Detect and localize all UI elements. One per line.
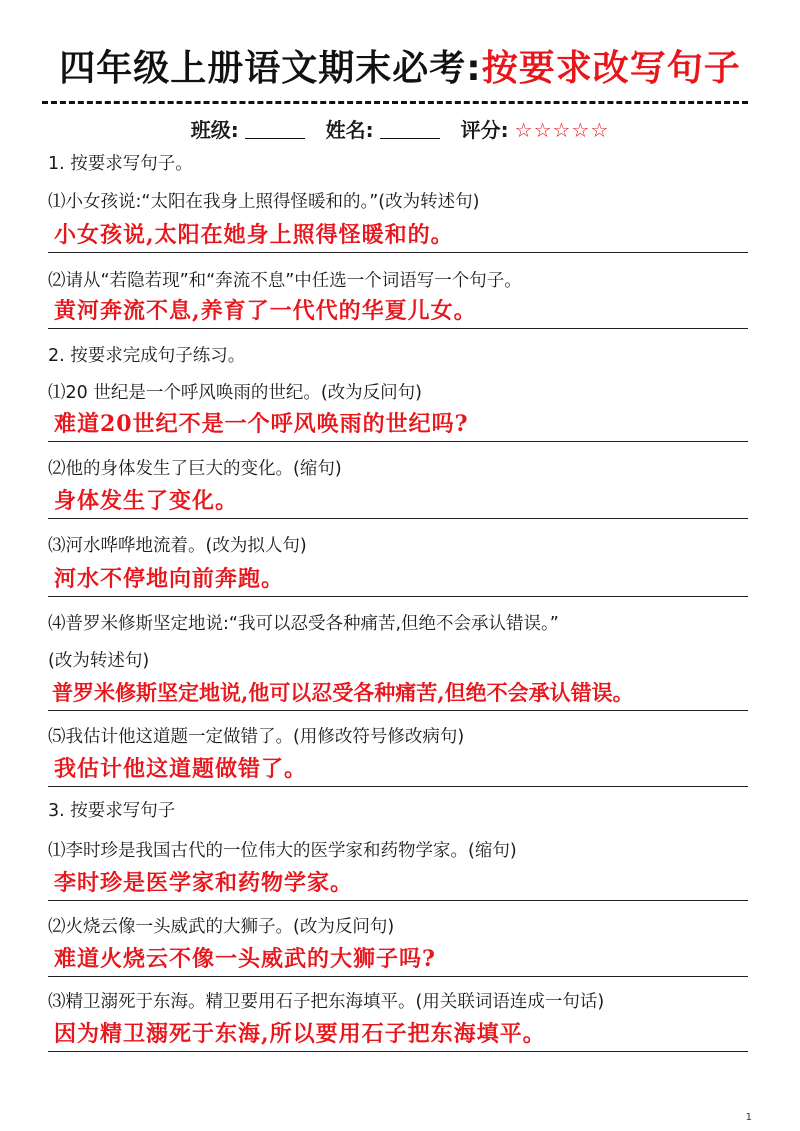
question-2-3: ⑶河水哗哗地流着。(改为拟人句) — [48, 536, 307, 556]
class-blank[interactable] — [245, 118, 305, 139]
question-2-5: ⑸我估计他这道题一定做错了。(用修改符号修改病句) — [48, 727, 465, 747]
answer-2-1-text: 难道20世纪不是一个呼风唤雨的世纪吗? — [54, 411, 469, 437]
answer-3-3 — [48, 1017, 748, 1052]
question-2-4-instruction: (改为转述句) — [48, 651, 150, 671]
class-label: 班级: — [190, 118, 239, 142]
answer-2-2 — [48, 484, 748, 519]
page-number: 1 — [745, 1112, 752, 1123]
answer-3-3-text: 因为精卫溺死于东海,所以要用石子把东海填平。 — [54, 1021, 546, 1047]
question-2-4: ⑷普罗米修斯坚定地说:“我可以忍受各种痛苦,但绝不会承认错误。” — [48, 614, 559, 634]
answer-2-5-text: 我估计他这道题做错了。 — [54, 756, 308, 782]
answer-2-5 — [48, 752, 748, 787]
question-3-3: ⑶精卫溺死于东海。精卫要用石子把东海填平。(用关联词语连成一句话) — [48, 992, 605, 1012]
score-stars: ☆☆☆☆☆ — [514, 118, 610, 142]
answer-3-1-text: 李时珍是医学家和药物学家。 — [54, 870, 354, 896]
answer-2-3 — [48, 562, 748, 597]
title-divider — [42, 101, 748, 104]
section-2-heading: 2. 按要求完成句子练习。 — [48, 346, 246, 366]
answer-2-2-text: 身体发生了变化。 — [54, 488, 239, 514]
title-highlight: 按要求改写句子 — [481, 48, 741, 89]
answer-3-1 — [48, 866, 748, 901]
question-1-2: ⑵请从“若隐若现”和“奔流不息”中任选一个词语写一个句子。 — [48, 271, 522, 291]
section-3-heading: 3. 按要求写句子 — [48, 801, 176, 821]
answer-2-4-text: 普罗米修斯坚定地说,他可以忍受各种痛苦,但绝不会承认错误。 — [52, 680, 634, 705]
answer-1-1-text: 小女孩说,太阳在她身上照得怪暖和的。 — [54, 222, 454, 248]
question-2-2: ⑵他的身体发生了巨大的变化。(缩句) — [48, 459, 342, 479]
answer-2-1 — [48, 407, 748, 442]
page-title — [0, 46, 800, 92]
answer-1-2 — [48, 294, 748, 329]
answer-1-2-text: 黄河奔流不息,养育了一代代的华夏儿女。 — [54, 298, 477, 324]
question-2-1: ⑴20 世纪是一个呼风唤雨的世纪。(改为反问句) — [48, 383, 422, 403]
student-info-row — [0, 116, 800, 144]
section-1-heading: 1. 按要求写句子。 — [48, 154, 193, 174]
question-3-2: ⑵火烧云像一头威武的大狮子。(改为反问句) — [48, 917, 395, 937]
answer-2-4 — [48, 676, 748, 711]
answer-3-2 — [48, 942, 748, 977]
title-main: 四年级上册语文期末必考: — [59, 48, 482, 89]
name-blank[interactable] — [380, 118, 440, 139]
name-label: 姓名: — [325, 118, 374, 142]
answer-3-2-text: 难道火烧云不像一头威武的大狮子吗? — [54, 946, 436, 972]
question-3-1: ⑴李时珍是我国古代的一位伟大的医学家和药物学家。(缩句) — [48, 841, 517, 861]
question-1-1: ⑴小女孩说:“太阳在我身上照得怪暖和的。”(改为转述句) — [48, 192, 480, 212]
answer-2-3-text: 河水不停地向前奔跑。 — [54, 566, 285, 592]
score-label: 评分: — [460, 118, 509, 142]
answer-1-1 — [48, 218, 748, 253]
